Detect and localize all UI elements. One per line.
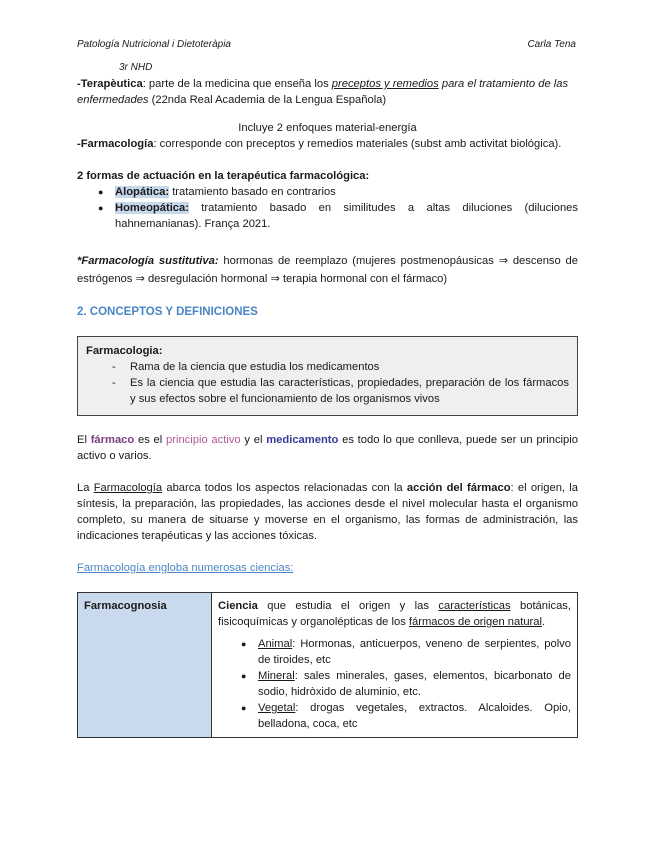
terapeutica-italic: para el tratamiento de las enfermedades: [77, 78, 569, 106]
farmacologia-term: -Farmacología: [77, 138, 154, 150]
farmaco-term: fármaco: [90, 434, 135, 446]
terapeutica-definition: [77, 76, 578, 108]
accion-farmaco-term: acción del fármaco: [406, 482, 511, 494]
farmaco-paragraph: El fármaco es el principio activo y el medicamento es todo lo que conlleva, puede ser un principio activo o varios.: [77, 434, 578, 462]
list-item: ● Alopática: tratamiento basado en contrarios: [115, 184, 578, 200]
preceptos-link[interactable]: preceptos y remedios: [331, 78, 439, 90]
row-description: Ciencia que estudia el origen y las características botánicas, fisicoquímicas y organolépticas de los fármacos de origen natural. ● Animal: Hormonas, anticuerpos, veneno de serpientes, polvo de tiroides, etc ● Mineral: sales minerales, gases, elementos, bicarbonato de sodio, hidròxido de aluminio, etc. ● Vegetal: drogas vegetales, extractos. Alcaloides. Opio, belladona, coca, etc: [212, 593, 578, 738]
header-right: Carla Tena: [527, 39, 576, 50]
farmacologia-underlined: Farmacología: [93, 482, 163, 494]
terapeutica-text: : parte de la medicina que enseña los: [142, 78, 332, 90]
list-item: ● Vegetal: drogas vegetales, extractos. Alcaloides. Opio, belladona, coca, etc: [258, 700, 571, 732]
list-item: - Es la ciencia que estudia las características, propiedades, preparación de los fármacos y sus efectos sobre el funcionamiento de los organismos vivos: [130, 375, 569, 407]
farmacologia-box: [77, 336, 578, 416]
terapeutica-source: (22nda Real Academia de la Lengua Española): [148, 94, 387, 106]
table-row: [78, 593, 578, 738]
abarca-paragraph: La Farmacología abarca todos los aspectos relacionadas con la acción del fármaco: el origen, la síntesis, la preparación, las propiedades, las acciones desde el nivel molecular hasta el organismo completo, su manera de situarse y moverse en el organismo, las formas de administración, las indicaciones terapéuticas y las acciones tóxicas.: [77, 482, 578, 542]
sustitutiva-text: hormonas de reemplazo (mujeres postmenopáusicas ⇒ descenso de estrógenos ⇒ desregulación hormonal ⇒ terapia hormonal con el fármaco): [77, 255, 578, 285]
list-item: ● Homeopática: tratamiento basado en similitudes a altas diluciones (diluciones hahnemanianas). França 2021.: [115, 200, 578, 232]
box-list: [86, 359, 569, 407]
terapeutica-term: -Terapèutica: [77, 78, 143, 90]
list-item: - Rama de la ciencia que estudia los medicamentos: [130, 359, 569, 375]
sustitutiva-term: *Farmacología sustitutiva:: [77, 255, 219, 267]
list-item: ● Animal: Hormonas, anticuerpos, veneno de serpientes, polvo de tiroides, etc: [258, 636, 571, 668]
principio-activo-term: principio activo: [166, 434, 241, 446]
header-left: Patología Nutricional i Dietoteràpia: [77, 39, 231, 50]
formas-list: [77, 184, 578, 232]
document-body: [77, 60, 578, 738]
list-item: ● Mineral: sales minerales, gases, elementos, bicarbonato de sodio, hidròxido de aluminio, etc.: [258, 668, 571, 700]
medicamento-term: medicamento: [266, 434, 339, 446]
sub-note: 3r NHD: [119, 62, 153, 73]
homeopatica-term: Homeopática:: [115, 202, 189, 214]
box-title: Farmacologia:: [86, 345, 163, 357]
engloba-link[interactable]: Farmacología engloba numerosas ciencias:: [77, 562, 294, 574]
row-header-farmacognosia: Farmacognosia: [78, 593, 212, 738]
engloba-link-paragraph: [77, 560, 578, 576]
section-title: 2. CONCEPTOS Y DEFINICIONES: [77, 306, 258, 318]
farmacologia-definition: [77, 136, 578, 152]
sustitutiva-paragraph: [77, 252, 578, 288]
farmacologia-text: : corresponde con preceptos y remedios materiales (subst amb activitat biológica).: [153, 138, 562, 150]
formas-heading: 2 formas de actuación en la terapéutica farmacológica:: [77, 170, 370, 182]
alopatica-term: Alopática:: [115, 186, 170, 198]
enfoques-line: Incluye 2 enfoques material-energía: [238, 122, 417, 134]
ciencias-table: [77, 592, 578, 738]
origen-list: [218, 636, 571, 732]
